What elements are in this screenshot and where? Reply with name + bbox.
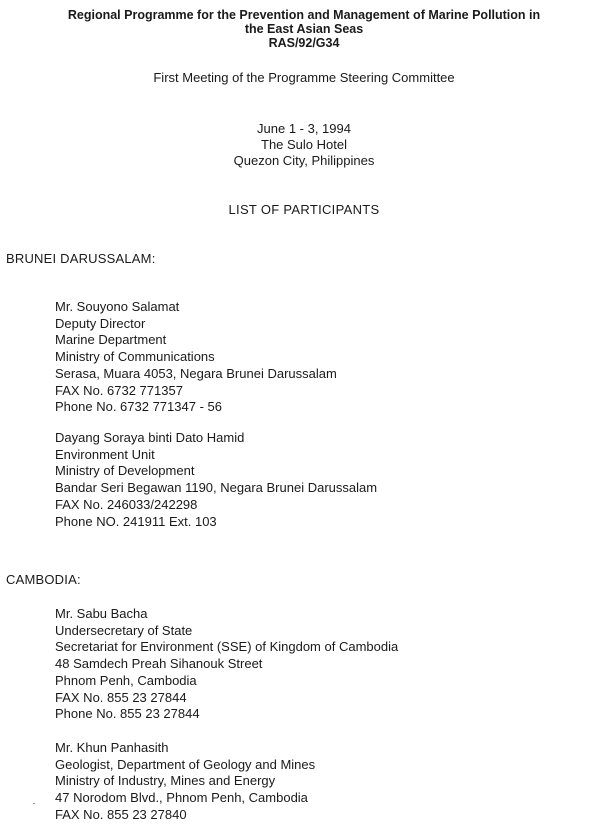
country-heading-brunei: BRUNEI DARUSSALAM: [6,251,156,266]
participant-ministry: Ministry of Communications [55,349,215,365]
participant-name: Mr. Sabu Bacha [55,606,148,621]
programme-title-line-1: Regional Programme for the Prevention and Management of Marine Pollution in [67,8,541,22]
programme-code: RAS/92/G34 [268,36,340,50]
meeting-venue: The Sulo Hotel [261,137,347,152]
meeting-date: June 1 - 3, 1994 [257,121,351,136]
participant-address: 47 Norodom Blvd., Phnom Penh, Cambodia [55,790,308,806]
participant-street: 48 Samdech Preah Sihanouk Street [55,656,263,672]
participant-block [55,740,315,824]
scan-speck [33,803,35,804]
participant-fax: FAX No. 855 23 27840 [55,806,187,822]
participant-ministry: Ministry of Industry, Mines and Energy [55,773,276,789]
participant-title: Undersecretary of State [55,622,193,638]
list-heading: LIST OF PARTICIPANTS [228,202,380,217]
participant-block [55,299,337,416]
participant-block [55,430,377,530]
participant-phone: Phone No. 855 23 27844 [55,706,200,722]
participant-address: Bandar Seri Begawan 1190, Negara Brunei Darussalam [55,480,378,496]
participant-phone: Phone NO. 241911 Ext. 103 [55,513,217,529]
participant-name: Mr. Khun Panhasith [55,740,169,755]
participant-organization: Secretariat for Environment (SSE) of Kingdom of Cambodia [55,639,399,655]
participant-ministry: Ministry of Development [55,463,195,479]
participant-title: Deputy Director [55,315,146,331]
participant-fax: FAX No. 6732 771357 [55,382,183,398]
participant-address: Serasa, Muara 4053, Negara Brunei Darussalam [55,365,337,381]
meeting-city: Quezon City, Philippines [233,153,375,168]
participant-city: Phnom Penh, Cambodia [55,672,197,688]
participant-fax: FAX No. 855 23 27844 [55,689,187,705]
participant-phone: Phone No. 6732 771347 - 56 [55,399,222,415]
participant-block [55,606,398,723]
participant-name: Dayang Soraya binti Dato Hamid [55,430,245,445]
programme-title-line-2: the East Asian Seas [244,22,364,36]
participant-department: Marine Department [55,332,167,348]
meeting-title: First Meeting of the Programme Steering Committee [153,70,455,85]
participant-name: Mr. Souyono Salamat [55,299,180,314]
participant-fax: FAX No. 246033/242298 [55,496,198,512]
participant-title: Geologist, Department of Geology and Mines [55,756,316,772]
country-heading-cambodia: CAMBODIA: [6,572,81,587]
participant-unit: Environment Unit [55,446,155,462]
